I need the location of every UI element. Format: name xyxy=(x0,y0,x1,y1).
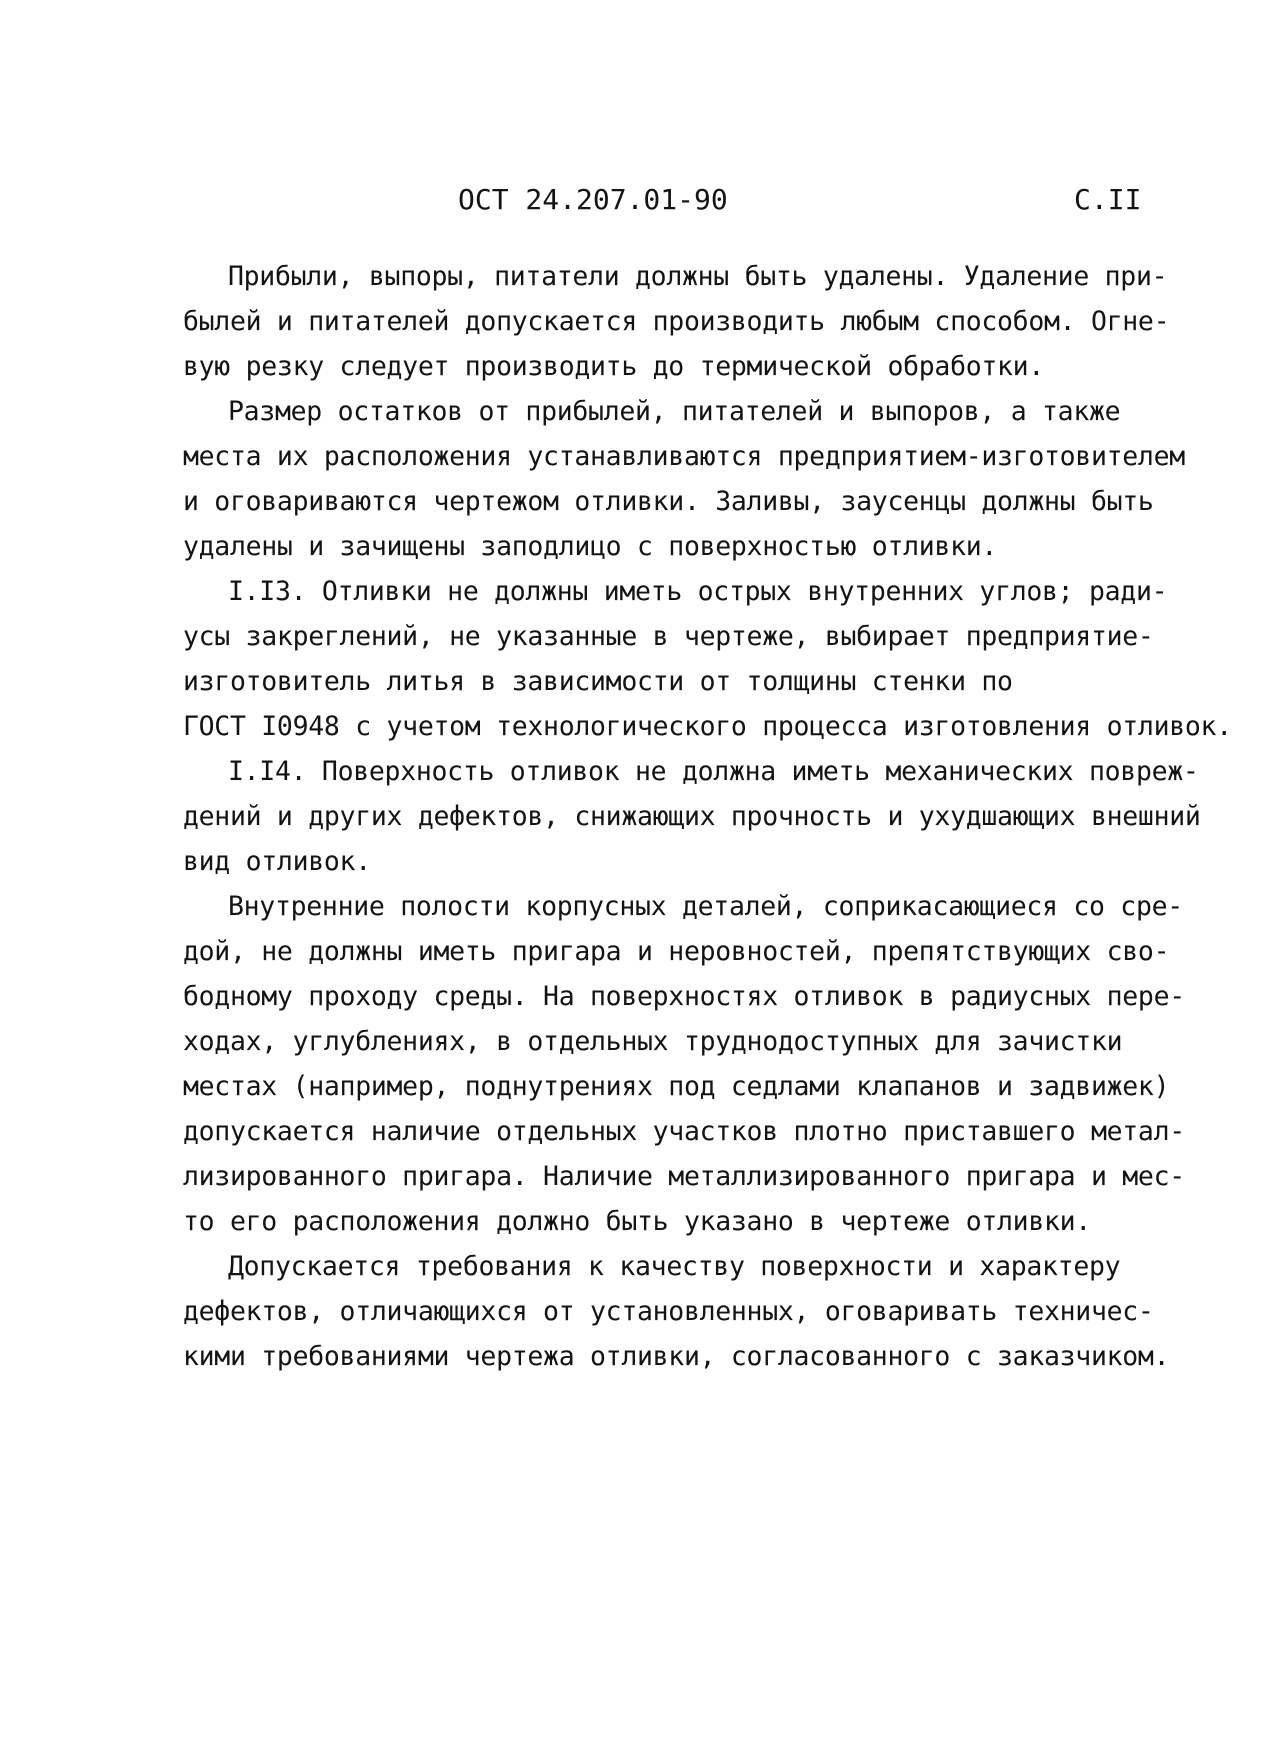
text-line: Размер остатков от прибылей, питателей и выпоров, а также xyxy=(228,396,1121,427)
page-number: С.II xyxy=(1074,183,1142,216)
text-line: дений и других дефектов, снижающих прочность и ухудшающих внешний xyxy=(183,801,1201,832)
text-line: бодному проходу среды. На поверхностях отливок в радиусных пере- xyxy=(183,981,1185,1012)
text-line: усы закреглений, не указанные в чертеже, выбирает предприятие- xyxy=(183,621,1154,652)
clause-1-13: I.I3. Отливки не должны иметь острых внутренних углов; ради- xyxy=(228,576,1168,607)
text-line: ГОСТ I0948 с учетом технологического процесса изготовления отливок. xyxy=(183,711,1232,742)
text-line: то его расположения должно быть указано в чертеже отливки. xyxy=(183,1206,1091,1237)
text-line: Внутренние полости корпусных деталей, соприкасающиеся со сре- xyxy=(228,891,1183,922)
text-line: былей и питателей допускается производить любым способом. Огне- xyxy=(183,306,1170,337)
text-line: Допускается требования к качеству поверхности и характеру xyxy=(228,1251,1121,1282)
text-line: дой, не должны иметь пригара и неровностей, препятствующих сво- xyxy=(183,936,1170,967)
text-line: и оговариваются чертежом отливки. Заливы, заусенцы должны быть xyxy=(183,486,1154,517)
text-line: допускается наличие отдельных участков плотно приставшего метал- xyxy=(183,1116,1185,1147)
document-code: ОСТ 24.207.01-90 xyxy=(458,183,728,216)
text-line: вид отливок. xyxy=(183,846,371,877)
text-line: кими требованиями чертежа отливки, согласованного с заказчиком. xyxy=(183,1341,1170,1372)
text-line: местах (например, поднутрениях под седлами клапанов и задвижек) xyxy=(183,1071,1170,1102)
text-line: места их расположения устанавливаются предприятием-изготовителем xyxy=(183,441,1185,472)
text-line: ходах, углублениях, в отдельных труднодоступных для зачистки xyxy=(183,1026,1123,1057)
clause-1-14: I.I4. Поверхность отливок не должна иметь механических повреж- xyxy=(228,756,1199,787)
text-line: удалены и зачищены заподлицо с поверхностью отливки. xyxy=(183,531,998,562)
text-line: изготовитель литья в зависимости от толщины стенки по xyxy=(183,666,1013,697)
text-line: лизированного пригара. Наличие металлизированного пригара и мес- xyxy=(183,1161,1185,1192)
text-line: вую резку следует производить до термической обработки. xyxy=(183,351,1044,382)
text-line: Прибыли, выпоры, питатели должны быть удалены. Удаление при- xyxy=(228,261,1168,292)
text-line: дефектов, отличающихся от установленных, оговаривать техничес- xyxy=(183,1296,1154,1327)
